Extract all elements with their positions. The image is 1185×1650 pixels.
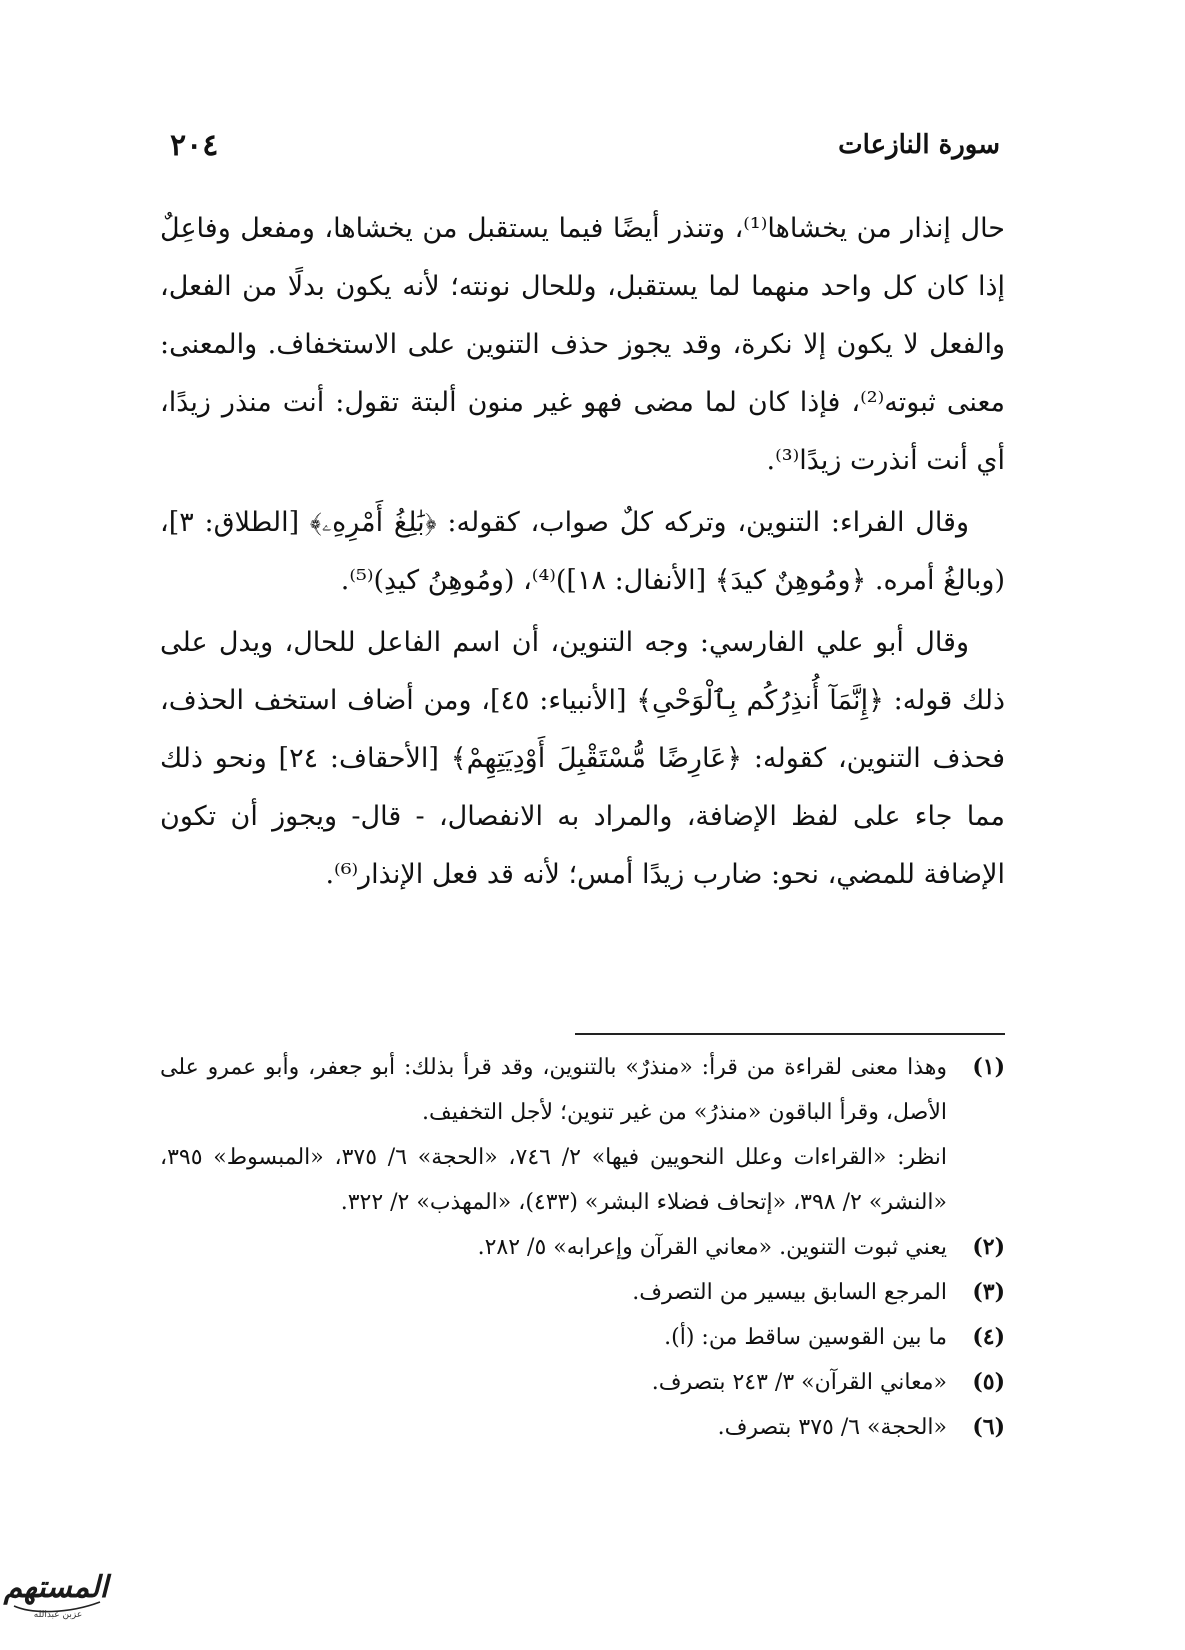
footnote-text	[160, 1315, 947, 1360]
footnotes	[160, 1045, 1005, 1450]
publisher-logo	[3, 1562, 108, 1632]
footnote-divider	[575, 1033, 1005, 1035]
logo-text: المستهم	[3, 1570, 108, 1605]
footnote-5	[160, 1360, 1005, 1405]
footnote-line: يعني ثبوت التنوين. «معاني القرآن وإعرابه» ٥/ ٢٨٢.	[477, 1235, 947, 1260]
paragraph: حال إنذار من يخشاها⁽¹⁾، وتنذر أيضًا فيما يستقبل من يخشاها، ومفعل وفاعِلٌ إذا كان كل واحد منهما لما يستقبل، وللحال نونته؛ لأنه يكون بدلًا من الفعل، والفعل لا يكون إلا نكرة، وقد يجوز حذف التنوين على الاستخفاف. والمعنى: معنى ثبوته⁽²⁾، فإذا كان لما مضى فهو غير منون ألبتة تقول: أنت منذر زيدًا، أي أنت أنذرت زيدًا⁽³⁾.	[160, 213, 1005, 476]
footnote-4	[160, 1315, 1005, 1360]
footnote-text	[160, 1045, 947, 1225]
footnote-number: (٦)	[972, 1414, 1005, 1440]
paragraph: وقال الفراء: التنوين، وتركه كلٌ صواب، كقوله: ﴿بَٰلِغُ أَمْرِهِۦ﴾ [الطلاق: ٣]، (وبالغُ أمره. ﴿ومُوهِنٌ كيدَ﴾ [الأنفال: ١٨])⁽⁴⁾، (ومُوهِنُ كيدِ)⁽⁵⁾.	[160, 507, 1005, 596]
main-text	[160, 200, 1005, 908]
page-number: ٢٠٤	[170, 127, 219, 163]
footnote-2	[160, 1225, 1005, 1270]
footnote-line: وهذا معنى لقراءة من قرأ: «منذرٌ» بالتنوين، وقد قرأ بذلك: أبو جعفر، وأبو عمرو على الأصل، وقرأ الباقون «منذرُ» من غير تنوين؛ لأجل التخفيف.	[160, 1055, 947, 1125]
paragraph: وقال أبو علي الفارسي: وجه التنوين، أن اسم الفاعل للحال، ويدل على ذلك قوله: ﴿إِنَّمَآ أُنذِرُكُم بِٱلْوَحْىِ﴾ [الأنبياء: ٤٥]، ومن أضاف استخف الحذف، فحذف التنوين، كقوله: ﴿عَارِضًا مُّسْتَقْبِلَ أَوْدِيَتِهِمْ﴾ [الأحقاف: ٢٤] ونحو ذلك مما جاء على لفظ الإضافة، والمراد به الانفصال، - قال- ويجوز أن تكون الإضافة للمضي، نحو: ضارب زيدًا أمس؛ لأنه قد فعل الإنذار⁽⁶⁾.	[160, 627, 1005, 890]
footnote-line: «معاني القرآن» ٣/ ٢٤٣ بتصرف.	[651, 1370, 947, 1395]
footnote-number: (٢)	[972, 1234, 1005, 1260]
footnote-6	[160, 1405, 1005, 1450]
footnote-number: (٥)	[972, 1369, 1005, 1395]
running-title: سورة النازعات	[838, 130, 1000, 160]
footnote-text	[160, 1270, 947, 1315]
footnote-line: المرجع السابق بيسير من التصرف.	[632, 1280, 947, 1305]
footnote-1	[160, 1045, 1005, 1225]
logo-subtext: عزبن عبدالله	[33, 1610, 83, 1620]
footnote-text	[160, 1360, 947, 1405]
footnote-line: انظر: «القراءات وعلل النحويين فيها» ٢/ ٧٤٦، «الحجة» ٦/ ٣٧٥، «المبسوط» ٣٩٥، «النشر» ٢/ ٣٩٨، «إتحاف فضلاء البشر» (٤٣٣)، «المهذب» ٢/ ٣٢٢.	[160, 1145, 947, 1215]
footnote-number: (١)	[972, 1054, 1005, 1080]
footnote-text	[160, 1405, 947, 1450]
footnote-text	[160, 1225, 947, 1270]
page-header	[170, 120, 1000, 170]
footnote-3	[160, 1270, 1005, 1315]
footnote-line: ما بين القوسين ساقط من: (أ).	[664, 1325, 947, 1350]
footnote-number: (٤)	[972, 1324, 1005, 1350]
footnote-line: «الحجة» ٦/ ٣٧٥ بتصرف.	[717, 1415, 947, 1440]
footnote-number: (٣)	[972, 1279, 1005, 1305]
